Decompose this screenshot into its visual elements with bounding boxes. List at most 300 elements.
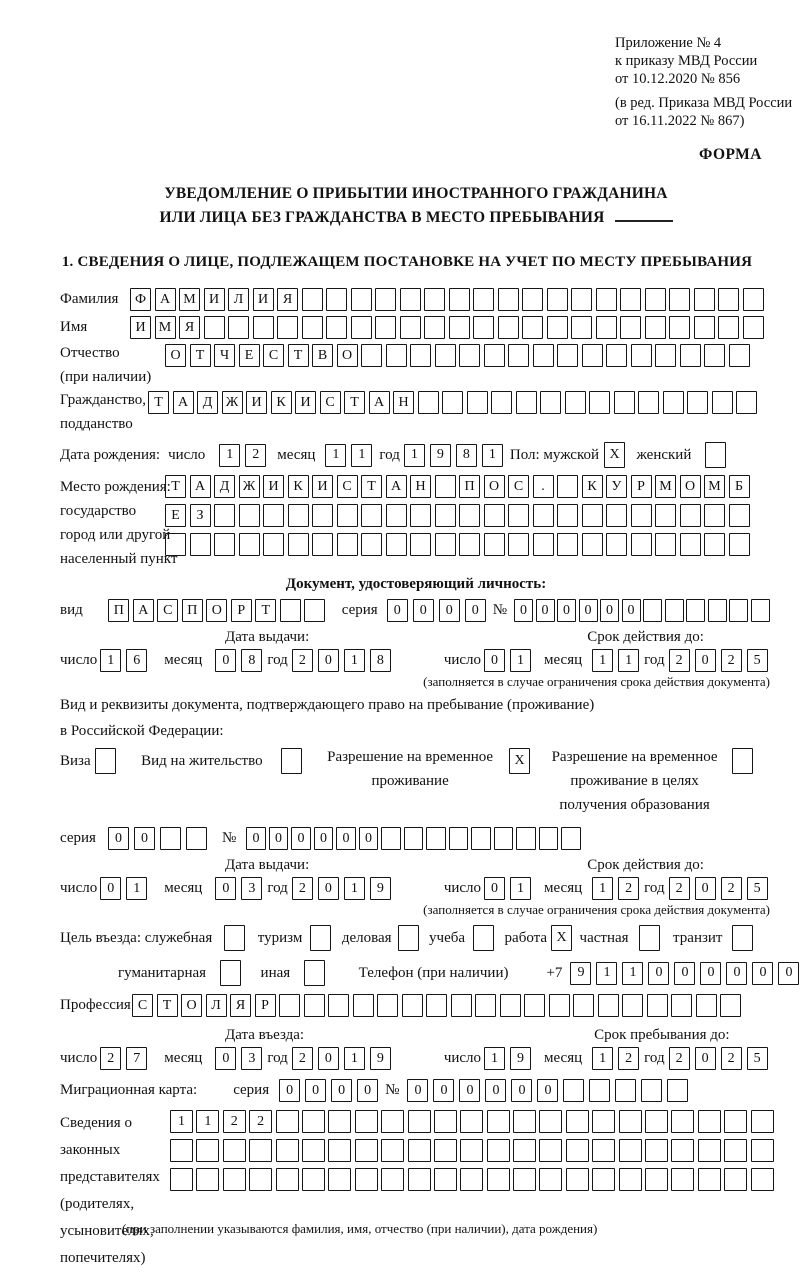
char-box[interactable] <box>566 1110 589 1133</box>
char-box[interactable]: 5 <box>747 1047 768 1070</box>
char-box[interactable] <box>434 1168 457 1191</box>
char-box[interactable]: 1 <box>344 1047 365 1070</box>
char-box[interactable] <box>665 599 684 622</box>
char-box[interactable]: С <box>132 994 153 1017</box>
char-box[interactable]: . <box>533 475 554 498</box>
char-box[interactable] <box>619 1168 642 1191</box>
char-box[interactable] <box>304 960 325 986</box>
char-box[interactable] <box>170 1139 193 1162</box>
char-box[interactable]: И <box>312 475 333 498</box>
char-box[interactable] <box>557 504 578 527</box>
char-box[interactable]: 1 <box>622 962 643 985</box>
char-box[interactable] <box>279 994 300 1017</box>
tourism-checkbox[interactable] <box>310 925 335 951</box>
char-box[interactable] <box>460 1168 483 1191</box>
char-box[interactable] <box>663 391 684 414</box>
char-box[interactable] <box>645 316 666 339</box>
char-box[interactable] <box>522 316 543 339</box>
char-box[interactable] <box>655 504 676 527</box>
char-box[interactable]: М <box>704 475 725 498</box>
char-box[interactable] <box>547 288 568 311</box>
legal-row-2[interactable] <box>170 1139 777 1162</box>
char-box[interactable] <box>631 344 652 367</box>
char-box[interactable]: 9 <box>510 1047 531 1070</box>
char-box[interactable] <box>253 316 274 339</box>
stay-year-input[interactable] <box>669 1047 773 1070</box>
char-box[interactable] <box>724 1168 747 1191</box>
char-box[interactable] <box>736 391 757 414</box>
char-box[interactable] <box>408 1168 431 1191</box>
char-box[interactable] <box>620 288 641 311</box>
char-box[interactable] <box>239 533 260 556</box>
sex-male-checkbox[interactable] <box>604 442 629 468</box>
char-box[interactable]: Ж <box>239 475 260 498</box>
char-box[interactable]: Т <box>165 475 186 498</box>
char-box[interactable] <box>671 1110 694 1133</box>
char-box[interactable] <box>304 599 325 622</box>
char-box[interactable] <box>220 960 241 986</box>
char-box[interactable] <box>606 504 627 527</box>
char-box[interactable]: Я <box>230 994 251 1017</box>
char-box[interactable]: 2 <box>618 877 639 900</box>
char-box[interactable] <box>328 1168 351 1191</box>
char-box[interactable] <box>704 504 725 527</box>
char-box[interactable] <box>619 1139 642 1162</box>
char-box[interactable]: 0 <box>484 877 505 900</box>
char-box[interactable]: 0 <box>215 649 236 672</box>
char-box[interactable] <box>571 288 592 311</box>
char-box[interactable]: X <box>551 925 572 951</box>
char-box[interactable] <box>487 1110 510 1133</box>
char-box[interactable] <box>459 344 480 367</box>
char-box[interactable]: И <box>295 391 316 414</box>
char-box[interactable] <box>614 391 635 414</box>
char-box[interactable]: 1 <box>510 649 531 672</box>
char-box[interactable] <box>326 316 347 339</box>
char-box[interactable]: Ж <box>222 391 243 414</box>
birth-place-row-3[interactable] <box>165 533 753 556</box>
char-box[interactable] <box>513 1139 536 1162</box>
char-box[interactable] <box>239 504 260 527</box>
char-box[interactable] <box>563 1079 584 1102</box>
char-box[interactable] <box>539 1139 562 1162</box>
char-box[interactable] <box>223 1168 246 1191</box>
char-box[interactable] <box>622 994 643 1017</box>
char-box[interactable] <box>398 925 419 951</box>
char-box[interactable] <box>426 827 446 850</box>
char-box[interactable] <box>353 994 374 1017</box>
char-box[interactable] <box>592 1168 615 1191</box>
char-box[interactable]: 1 <box>404 444 425 467</box>
char-box[interactable]: 1 <box>592 1047 613 1070</box>
char-box[interactable]: Я <box>277 288 298 311</box>
char-box[interactable] <box>720 994 741 1017</box>
char-box[interactable] <box>589 391 610 414</box>
char-box[interactable]: 1 <box>596 962 617 985</box>
char-box[interactable] <box>302 1139 325 1162</box>
char-box[interactable]: И <box>253 288 274 311</box>
char-box[interactable] <box>276 1110 299 1133</box>
char-box[interactable]: А <box>173 391 194 414</box>
char-box[interactable]: Т <box>157 994 178 1017</box>
char-box[interactable] <box>418 391 439 414</box>
char-box[interactable]: 0 <box>407 1079 428 1102</box>
char-box[interactable]: 0 <box>511 1079 532 1102</box>
char-box[interactable] <box>355 1110 378 1133</box>
char-box[interactable] <box>704 344 725 367</box>
char-box[interactable] <box>381 1168 404 1191</box>
char-box[interactable]: П <box>108 599 129 622</box>
char-box[interactable] <box>204 316 225 339</box>
char-box[interactable] <box>508 504 529 527</box>
char-box[interactable]: 0 <box>331 1079 352 1102</box>
char-box[interactable]: З <box>190 504 211 527</box>
char-box[interactable]: 1 <box>510 877 531 900</box>
char-box[interactable] <box>484 504 505 527</box>
char-box[interactable] <box>471 827 491 850</box>
char-box[interactable]: 0 <box>269 827 289 850</box>
char-box[interactable] <box>751 599 770 622</box>
char-box[interactable] <box>165 533 186 556</box>
char-box[interactable] <box>337 504 358 527</box>
char-box[interactable]: 0 <box>318 649 339 672</box>
char-box[interactable] <box>641 1079 662 1102</box>
char-box[interactable] <box>533 344 554 367</box>
char-box[interactable]: 0 <box>537 1079 558 1102</box>
char-box[interactable] <box>276 1139 299 1162</box>
char-box[interactable] <box>704 533 725 556</box>
char-box[interactable] <box>276 1168 299 1191</box>
char-box[interactable]: 9 <box>370 1047 391 1070</box>
char-box[interactable]: Л <box>206 994 227 1017</box>
legal-row-1[interactable] <box>170 1110 777 1133</box>
citizenship-input[interactable] <box>148 391 761 414</box>
char-box[interactable] <box>500 994 521 1017</box>
char-box[interactable]: X <box>509 748 530 774</box>
char-box[interactable] <box>606 533 627 556</box>
char-box[interactable] <box>513 1168 536 1191</box>
char-box[interactable] <box>513 1110 536 1133</box>
char-box[interactable]: 0 <box>433 1079 454 1102</box>
char-box[interactable] <box>460 1110 483 1133</box>
profession-input[interactable] <box>132 994 745 1017</box>
char-box[interactable] <box>645 288 666 311</box>
char-box[interactable] <box>508 533 529 556</box>
birth-place-row-2[interactable] <box>165 504 753 527</box>
char-box[interactable]: 1 <box>618 649 639 672</box>
char-box[interactable] <box>434 1110 457 1133</box>
char-box[interactable]: 1 <box>592 877 613 900</box>
char-box[interactable] <box>449 827 469 850</box>
char-box[interactable]: О <box>680 475 701 498</box>
char-box[interactable] <box>224 925 245 951</box>
birth-day-input[interactable] <box>219 444 271 467</box>
char-box[interactable]: Я <box>179 316 200 339</box>
char-box[interactable] <box>592 1110 615 1133</box>
char-box[interactable]: 0 <box>485 1079 506 1102</box>
char-box[interactable]: Д <box>214 475 235 498</box>
char-box[interactable]: 0 <box>108 827 129 850</box>
char-box[interactable]: 0 <box>695 649 716 672</box>
char-box[interactable] <box>596 316 617 339</box>
char-box[interactable] <box>698 1110 721 1133</box>
char-box[interactable] <box>196 1168 219 1191</box>
char-box[interactable]: 0 <box>536 599 555 622</box>
char-box[interactable] <box>498 288 519 311</box>
char-box[interactable] <box>328 1110 351 1133</box>
char-box[interactable] <box>694 288 715 311</box>
char-box[interactable] <box>288 533 309 556</box>
mc-number-input[interactable] <box>407 1079 693 1102</box>
char-box[interactable]: 0 <box>215 877 236 900</box>
char-box[interactable]: П <box>459 475 480 498</box>
res-series-input[interactable] <box>108 827 212 850</box>
char-box[interactable]: 3 <box>241 1047 262 1070</box>
char-box[interactable] <box>698 1168 721 1191</box>
char-box[interactable] <box>460 1139 483 1162</box>
char-box[interactable]: 0 <box>465 599 486 622</box>
char-box[interactable] <box>708 599 727 622</box>
char-box[interactable] <box>539 1110 562 1133</box>
residence-permit-checkbox[interactable] <box>281 748 306 774</box>
char-box[interactable]: X <box>604 442 625 468</box>
char-box[interactable] <box>729 344 750 367</box>
char-box[interactable] <box>647 994 668 1017</box>
char-box[interactable]: 0 <box>752 962 773 985</box>
char-box[interactable]: О <box>165 344 186 367</box>
char-box[interactable] <box>451 994 472 1017</box>
char-box[interactable]: 0 <box>600 599 619 622</box>
char-box[interactable]: 9 <box>430 444 451 467</box>
char-box[interactable] <box>645 1168 668 1191</box>
char-box[interactable] <box>424 316 445 339</box>
char-box[interactable] <box>539 827 559 850</box>
char-box[interactable] <box>729 599 748 622</box>
char-box[interactable]: Н <box>410 475 431 498</box>
char-box[interactable]: 0 <box>778 962 799 985</box>
char-box[interactable] <box>355 1139 378 1162</box>
char-box[interactable]: 0 <box>314 827 334 850</box>
char-box[interactable]: 9 <box>570 962 591 985</box>
char-box[interactable] <box>718 316 739 339</box>
char-box[interactable] <box>249 1168 272 1191</box>
char-box[interactable] <box>408 1110 431 1133</box>
id-valid-year-input[interactable] <box>669 649 773 672</box>
char-box[interactable] <box>459 533 480 556</box>
char-box[interactable]: Т <box>190 344 211 367</box>
char-box[interactable]: С <box>320 391 341 414</box>
char-box[interactable] <box>589 1079 610 1102</box>
char-box[interactable]: 2 <box>669 877 690 900</box>
char-box[interactable]: 0 <box>318 877 339 900</box>
char-box[interactable]: 0 <box>579 599 598 622</box>
char-box[interactable] <box>498 316 519 339</box>
char-box[interactable] <box>404 827 424 850</box>
char-box[interactable]: А <box>386 475 407 498</box>
char-box[interactable] <box>473 288 494 311</box>
char-box[interactable] <box>561 827 581 850</box>
char-box[interactable] <box>571 316 592 339</box>
char-box[interactable] <box>435 344 456 367</box>
char-box[interactable] <box>223 1139 246 1162</box>
char-box[interactable] <box>302 1168 325 1191</box>
char-box[interactable]: 2 <box>721 877 742 900</box>
char-box[interactable] <box>516 827 536 850</box>
char-box[interactable] <box>328 994 349 1017</box>
char-box[interactable] <box>582 504 603 527</box>
char-box[interactable]: 1 <box>344 649 365 672</box>
char-box[interactable]: 8 <box>241 649 262 672</box>
char-box[interactable]: 7 <box>126 1047 147 1070</box>
char-box[interactable] <box>606 344 627 367</box>
id-issue-month-input[interactable] <box>215 649 267 672</box>
char-box[interactable]: 0 <box>246 827 266 850</box>
char-box[interactable]: 1 <box>196 1110 219 1133</box>
char-box[interactable]: 2 <box>292 1047 313 1070</box>
char-box[interactable] <box>631 533 652 556</box>
char-box[interactable] <box>487 1139 510 1162</box>
char-box[interactable] <box>361 344 382 367</box>
res-valid-year-input[interactable] <box>669 877 773 900</box>
char-box[interactable]: 1 <box>484 1047 505 1070</box>
char-box[interactable] <box>95 748 116 774</box>
entry-day-input[interactable] <box>100 1047 152 1070</box>
char-box[interactable] <box>277 316 298 339</box>
char-box[interactable] <box>516 391 537 414</box>
char-box[interactable]: 2 <box>669 649 690 672</box>
char-box[interactable]: Б <box>729 475 750 498</box>
id-valid-month-input[interactable] <box>592 649 644 672</box>
char-box[interactable] <box>484 533 505 556</box>
char-box[interactable] <box>280 599 301 622</box>
birth-year-input[interactable] <box>404 444 508 467</box>
char-box[interactable]: 0 <box>700 962 721 985</box>
char-box[interactable] <box>566 1168 589 1191</box>
char-box[interactable] <box>426 994 447 1017</box>
char-box[interactable] <box>696 994 717 1017</box>
stay-month-input[interactable] <box>592 1047 644 1070</box>
char-box[interactable] <box>729 533 750 556</box>
char-box[interactable] <box>547 316 568 339</box>
char-box[interactable] <box>408 1139 431 1162</box>
char-box[interactable]: 0 <box>726 962 747 985</box>
entry-month-input[interactable] <box>215 1047 267 1070</box>
sex-female-checkbox[interactable] <box>705 442 730 468</box>
char-box[interactable] <box>386 533 407 556</box>
id-issue-day-input[interactable] <box>100 649 152 672</box>
char-box[interactable]: Н <box>393 391 414 414</box>
patronymic-input[interactable] <box>165 344 753 367</box>
char-box[interactable]: И <box>246 391 267 414</box>
char-box[interactable] <box>375 316 396 339</box>
official-checkbox[interactable] <box>224 925 249 951</box>
char-box[interactable]: 0 <box>459 1079 480 1102</box>
char-box[interactable] <box>620 316 641 339</box>
char-box[interactable] <box>475 994 496 1017</box>
char-box[interactable] <box>410 533 431 556</box>
char-box[interactable] <box>582 533 603 556</box>
char-box[interactable]: С <box>157 599 178 622</box>
char-box[interactable] <box>655 533 676 556</box>
id-issue-year-input[interactable] <box>292 649 396 672</box>
char-box[interactable]: Д <box>197 391 218 414</box>
char-box[interactable] <box>400 316 421 339</box>
char-box[interactable]: 0 <box>557 599 576 622</box>
char-box[interactable]: 2 <box>618 1047 639 1070</box>
char-box[interactable] <box>302 1110 325 1133</box>
char-box[interactable] <box>302 288 323 311</box>
id-series-input[interactable] <box>387 599 491 622</box>
char-box[interactable] <box>687 391 708 414</box>
char-box[interactable]: А <box>369 391 390 414</box>
char-box[interactable] <box>655 344 676 367</box>
char-box[interactable]: Л <box>228 288 249 311</box>
char-box[interactable] <box>410 504 431 527</box>
char-box[interactable] <box>743 316 764 339</box>
char-box[interactable]: 1 <box>100 649 121 672</box>
char-box[interactable] <box>214 533 235 556</box>
char-box[interactable] <box>631 504 652 527</box>
char-box[interactable] <box>351 316 372 339</box>
char-box[interactable]: И <box>263 475 284 498</box>
char-box[interactable] <box>718 288 739 311</box>
char-box[interactable] <box>494 827 514 850</box>
char-box[interactable]: 1 <box>126 877 147 900</box>
char-box[interactable]: 2 <box>100 1047 121 1070</box>
char-box[interactable]: 5 <box>747 649 768 672</box>
char-box[interactable] <box>645 1110 668 1133</box>
mc-series-input[interactable] <box>279 1079 383 1102</box>
char-box[interactable] <box>249 1139 272 1162</box>
char-box[interactable]: 0 <box>215 1047 236 1070</box>
char-box[interactable]: 2 <box>292 877 313 900</box>
char-box[interactable]: Р <box>631 475 652 498</box>
char-box[interactable]: И <box>204 288 225 311</box>
res-valid-day-input[interactable] <box>484 877 536 900</box>
char-box[interactable] <box>473 925 494 951</box>
char-box[interactable] <box>619 1110 642 1133</box>
temp-residence-checkbox[interactable] <box>509 748 534 774</box>
char-box[interactable] <box>508 344 529 367</box>
char-box[interactable] <box>751 1110 774 1133</box>
char-box[interactable]: А <box>155 288 176 311</box>
char-box[interactable] <box>705 442 726 468</box>
work-checkbox[interactable] <box>551 925 576 951</box>
char-box[interactable] <box>375 288 396 311</box>
res-issue-year-input[interactable] <box>292 877 396 900</box>
char-box[interactable] <box>743 288 764 311</box>
char-box[interactable] <box>669 316 690 339</box>
char-box[interactable] <box>304 994 325 1017</box>
study-checkbox[interactable] <box>473 925 498 951</box>
char-box[interactable] <box>355 1168 378 1191</box>
char-box[interactable]: 0 <box>514 599 533 622</box>
char-box[interactable] <box>214 504 235 527</box>
char-box[interactable] <box>170 1168 193 1191</box>
visa-checkbox[interactable] <box>95 748 120 774</box>
char-box[interactable] <box>442 391 463 414</box>
char-box[interactable] <box>557 344 578 367</box>
char-box[interactable] <box>410 344 431 367</box>
id-valid-day-input[interactable] <box>484 649 536 672</box>
char-box[interactable]: 0 <box>318 1047 339 1070</box>
char-box[interactable] <box>160 827 181 850</box>
char-box[interactable]: 1 <box>344 877 365 900</box>
char-box[interactable] <box>732 748 753 774</box>
char-box[interactable] <box>533 504 554 527</box>
char-box[interactable] <box>186 827 207 850</box>
char-box[interactable] <box>566 1139 589 1162</box>
